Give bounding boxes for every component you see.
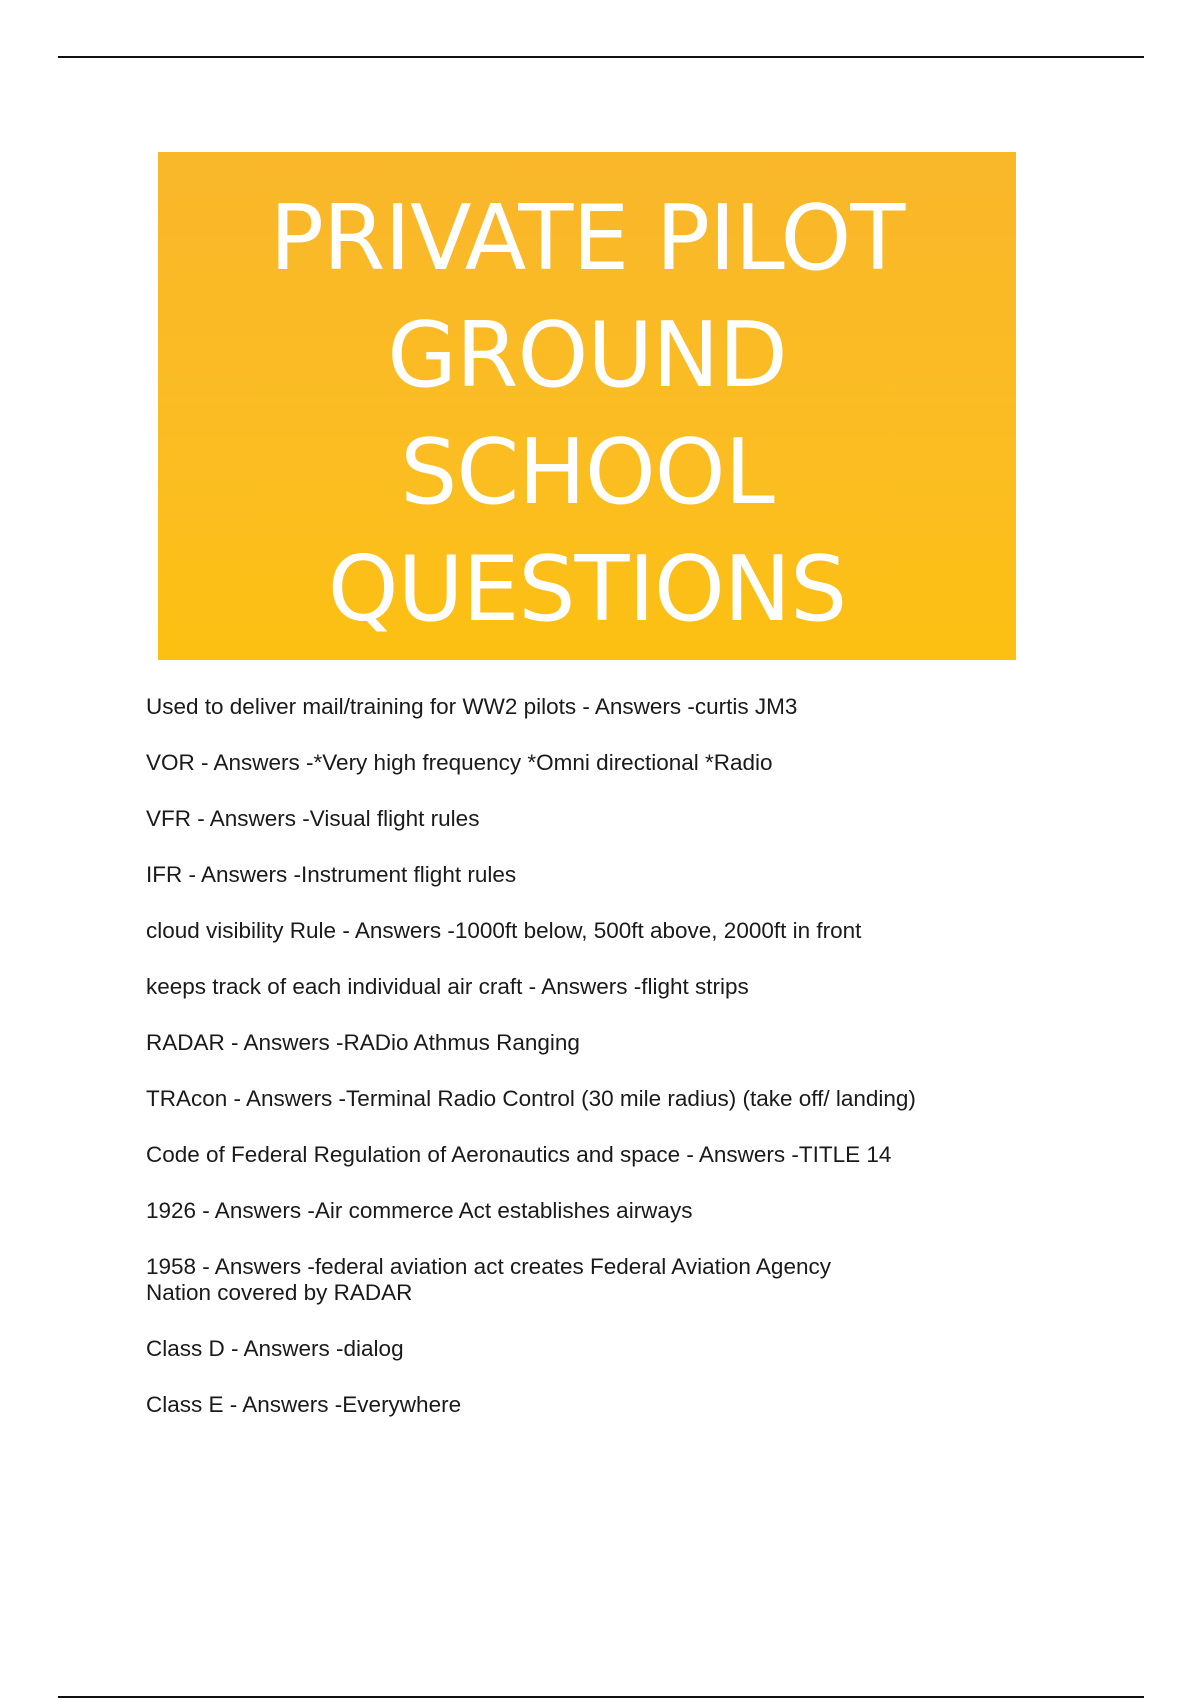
qa-item: Class D - Answers -dialog: [146, 1336, 404, 1361]
qa-item: RADAR - Answers -RADio Athmus Ranging: [146, 1030, 580, 1055]
qa-item: Class E - Answers -Everywhere: [146, 1392, 462, 1417]
qa-item: VOR - Answers -*Very high frequency *Omni directional *Radio: [146, 750, 773, 775]
qa-item: Used to deliver mail/training for WW2 pilots - Answers -curtis JM3: [146, 694, 798, 719]
title-banner: [158, 152, 1016, 660]
title-line-2: GROUND: [387, 303, 787, 408]
bottom-rule: [58, 1696, 1144, 1698]
qa-item: keeps track of each individual air craft - Answers -flight strips: [146, 974, 749, 999]
question-answer-list: [146, 694, 1046, 1448]
qa-item: cloud visibility Rule - Answers -1000ft below, 500ft above, 2000ft in front: [146, 918, 862, 943]
title-line-1: PRIVATE PILOT: [269, 186, 905, 291]
qa-item: 1958 - Answers -federal aviation act creates Federal Aviation Agency Nation covered by RADAR: [146, 1254, 831, 1305]
title-line-3: SCHOOL: [400, 420, 774, 525]
qa-item: 1926 - Answers -Air commerce Act establishes airways: [146, 1198, 693, 1223]
top-rule: [58, 56, 1144, 58]
qa-item: TRAcon - Answers -Terminal Radio Control (30 mile radius) (take off/ landing): [146, 1086, 916, 1111]
qa-item: Code of Federal Regulation of Aeronautics and space - Answers -TITLE 14: [146, 1142, 892, 1167]
qa-item: IFR - Answers -Instrument flight rules: [146, 862, 517, 887]
qa-item: VFR - Answers -Visual flight rules: [146, 806, 480, 831]
title-line-4: QUESTIONS: [327, 537, 847, 642]
